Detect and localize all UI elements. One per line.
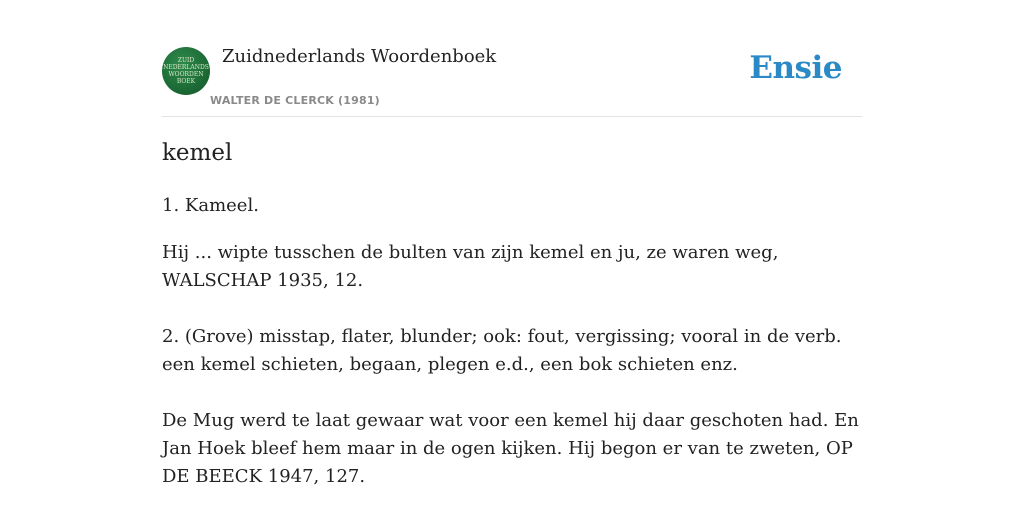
entry-title: kemel — [162, 140, 233, 166]
definition-paragraph: 2. (Grove) misstap, flater, blunder; ook: fout, vergissing; vooral in de verb. een kemel schieten, begaan, plegen e.d., een bok schieten enz. — [162, 326, 842, 375]
page-container — [162, 0, 862, 487]
logo-line: WOORDEN — [168, 71, 204, 78]
dictionary-author: WALTER DE CLERCK (1981) — [210, 94, 380, 107]
dictionary-logo[interactable] — [162, 47, 210, 95]
dictionary-header — [162, 0, 862, 117]
logo-text — [163, 57, 209, 85]
ensie-logo[interactable]: Ensie — [749, 50, 842, 86]
logo-line: ZUID — [177, 57, 195, 64]
definition-paragraph: 1. Kameel. — [162, 195, 259, 216]
dictionary-title[interactable]: Zuidnederlands Woordenboek — [222, 46, 497, 67]
example-paragraph: Hij ... wipte tusschen de bulten van zijn kemel en ju, ze waren weg, WALSCHAP 1935, 12. — [162, 242, 779, 291]
example-paragraph: De Mug werd te laat gewaar wat voor een kemel hij daar geschoten had. En Jan Hoek bleef hem maar in de ogen kijken. Hij begon er van te zweten, OP DE BEECK 1947, 127. — [162, 410, 859, 487]
logo-line: NEDERLANDS — [163, 64, 209, 71]
logo-line: BOEK — [176, 78, 196, 85]
